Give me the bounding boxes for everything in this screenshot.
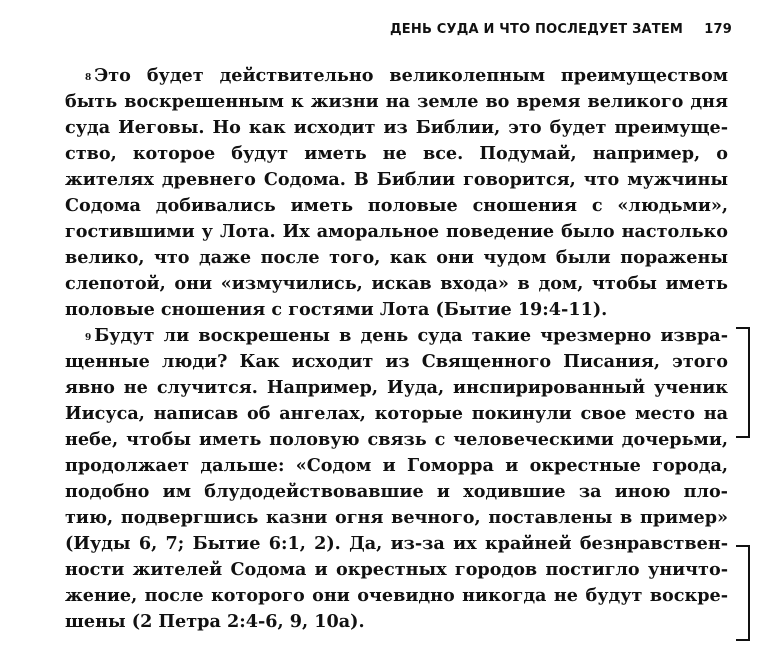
margin-bracket (736, 545, 750, 641)
paragraph-9-line: щенные люди? Как исходит из Священного Писания, этого (65, 351, 728, 372)
paragraph-9-number: 9 (85, 333, 92, 343)
paragraph-9-line: Иисуса, написав об ангелах, которые покинули свое место на (65, 403, 728, 424)
page-number: 179 (704, 22, 732, 37)
margin-bracket (736, 327, 750, 438)
paragraph-9-line: небе, чтобы иметь половую связь с человеческими дочерьми, (65, 429, 728, 450)
running-title: ДЕНЬ СУДА И ЧТО ПОСЛЕДУЕТ ЗАТЕМ (390, 22, 684, 37)
paragraph-8-number: 8 (85, 73, 92, 83)
paragraph-9-line: шены (2 Петра 2:4-6, 9, 10а). (65, 611, 365, 632)
paragraph-8-line: $^8$ Это будет действительно великолепным преимуществом (85, 65, 728, 86)
paragraph-9-line: тию, подвергшись казни огня вечного, поставлены в пример» (65, 507, 728, 528)
body-text (65, 63, 728, 635)
paragraph-9-line: ности жителей Содома и окрестных городов постигло уничто- (65, 559, 728, 580)
paragraph-8-line: суда Иеговы. Но как исходит из Библии, это будет преимуще- (65, 117, 728, 138)
paragraph-8-line: велико, что даже после того, как они чудом были поражены (65, 247, 728, 268)
paragraph-8-line: быть воскрешенным к жизни на земле во время великого дня (65, 91, 728, 112)
paragraph-8-line: Содома добивались иметь половые сношения с «людьми», (65, 195, 728, 216)
paragraph-8-line: жителях древнего Содома. В Библии говорится, что мужчины (65, 169, 728, 190)
paragraph-8-line: слепотой, они «измучились, искав входа» в дом, чтобы иметь (65, 273, 728, 294)
paragraph-9-line: явно не случится. Например, Иуда, инспирированный ученик (65, 377, 728, 398)
paragraph-8-line: гостившими у Лота. Их аморальное поведение было настолько (65, 221, 728, 242)
paragraph-9-line: (Иуды 6, 7; Бытие 6:1, 2). Да, из-за их крайней безнравствен- (65, 533, 728, 554)
paragraph-9-line: $^9$ Будут ли воскрешены в день суда такие чрезмерно извра- (85, 325, 728, 346)
running-header (390, 22, 732, 37)
paragraph-9-line: жение, после которого они очевидно никогда не будут воскре- (65, 585, 728, 606)
paragraph-8-line: ство, которое будут иметь не все. Подумай, например, о (65, 143, 728, 164)
paragraph-8-line: половые сношения с гостями Лота (Бытие 19:4-11). (65, 299, 608, 320)
paragraph-9-line: подобно им блудодействовавшие и ходившие за иною пло- (65, 481, 728, 502)
paragraph-9-line: продолжает дальше: «Содом и Гоморра и окрестные города, (65, 455, 728, 476)
